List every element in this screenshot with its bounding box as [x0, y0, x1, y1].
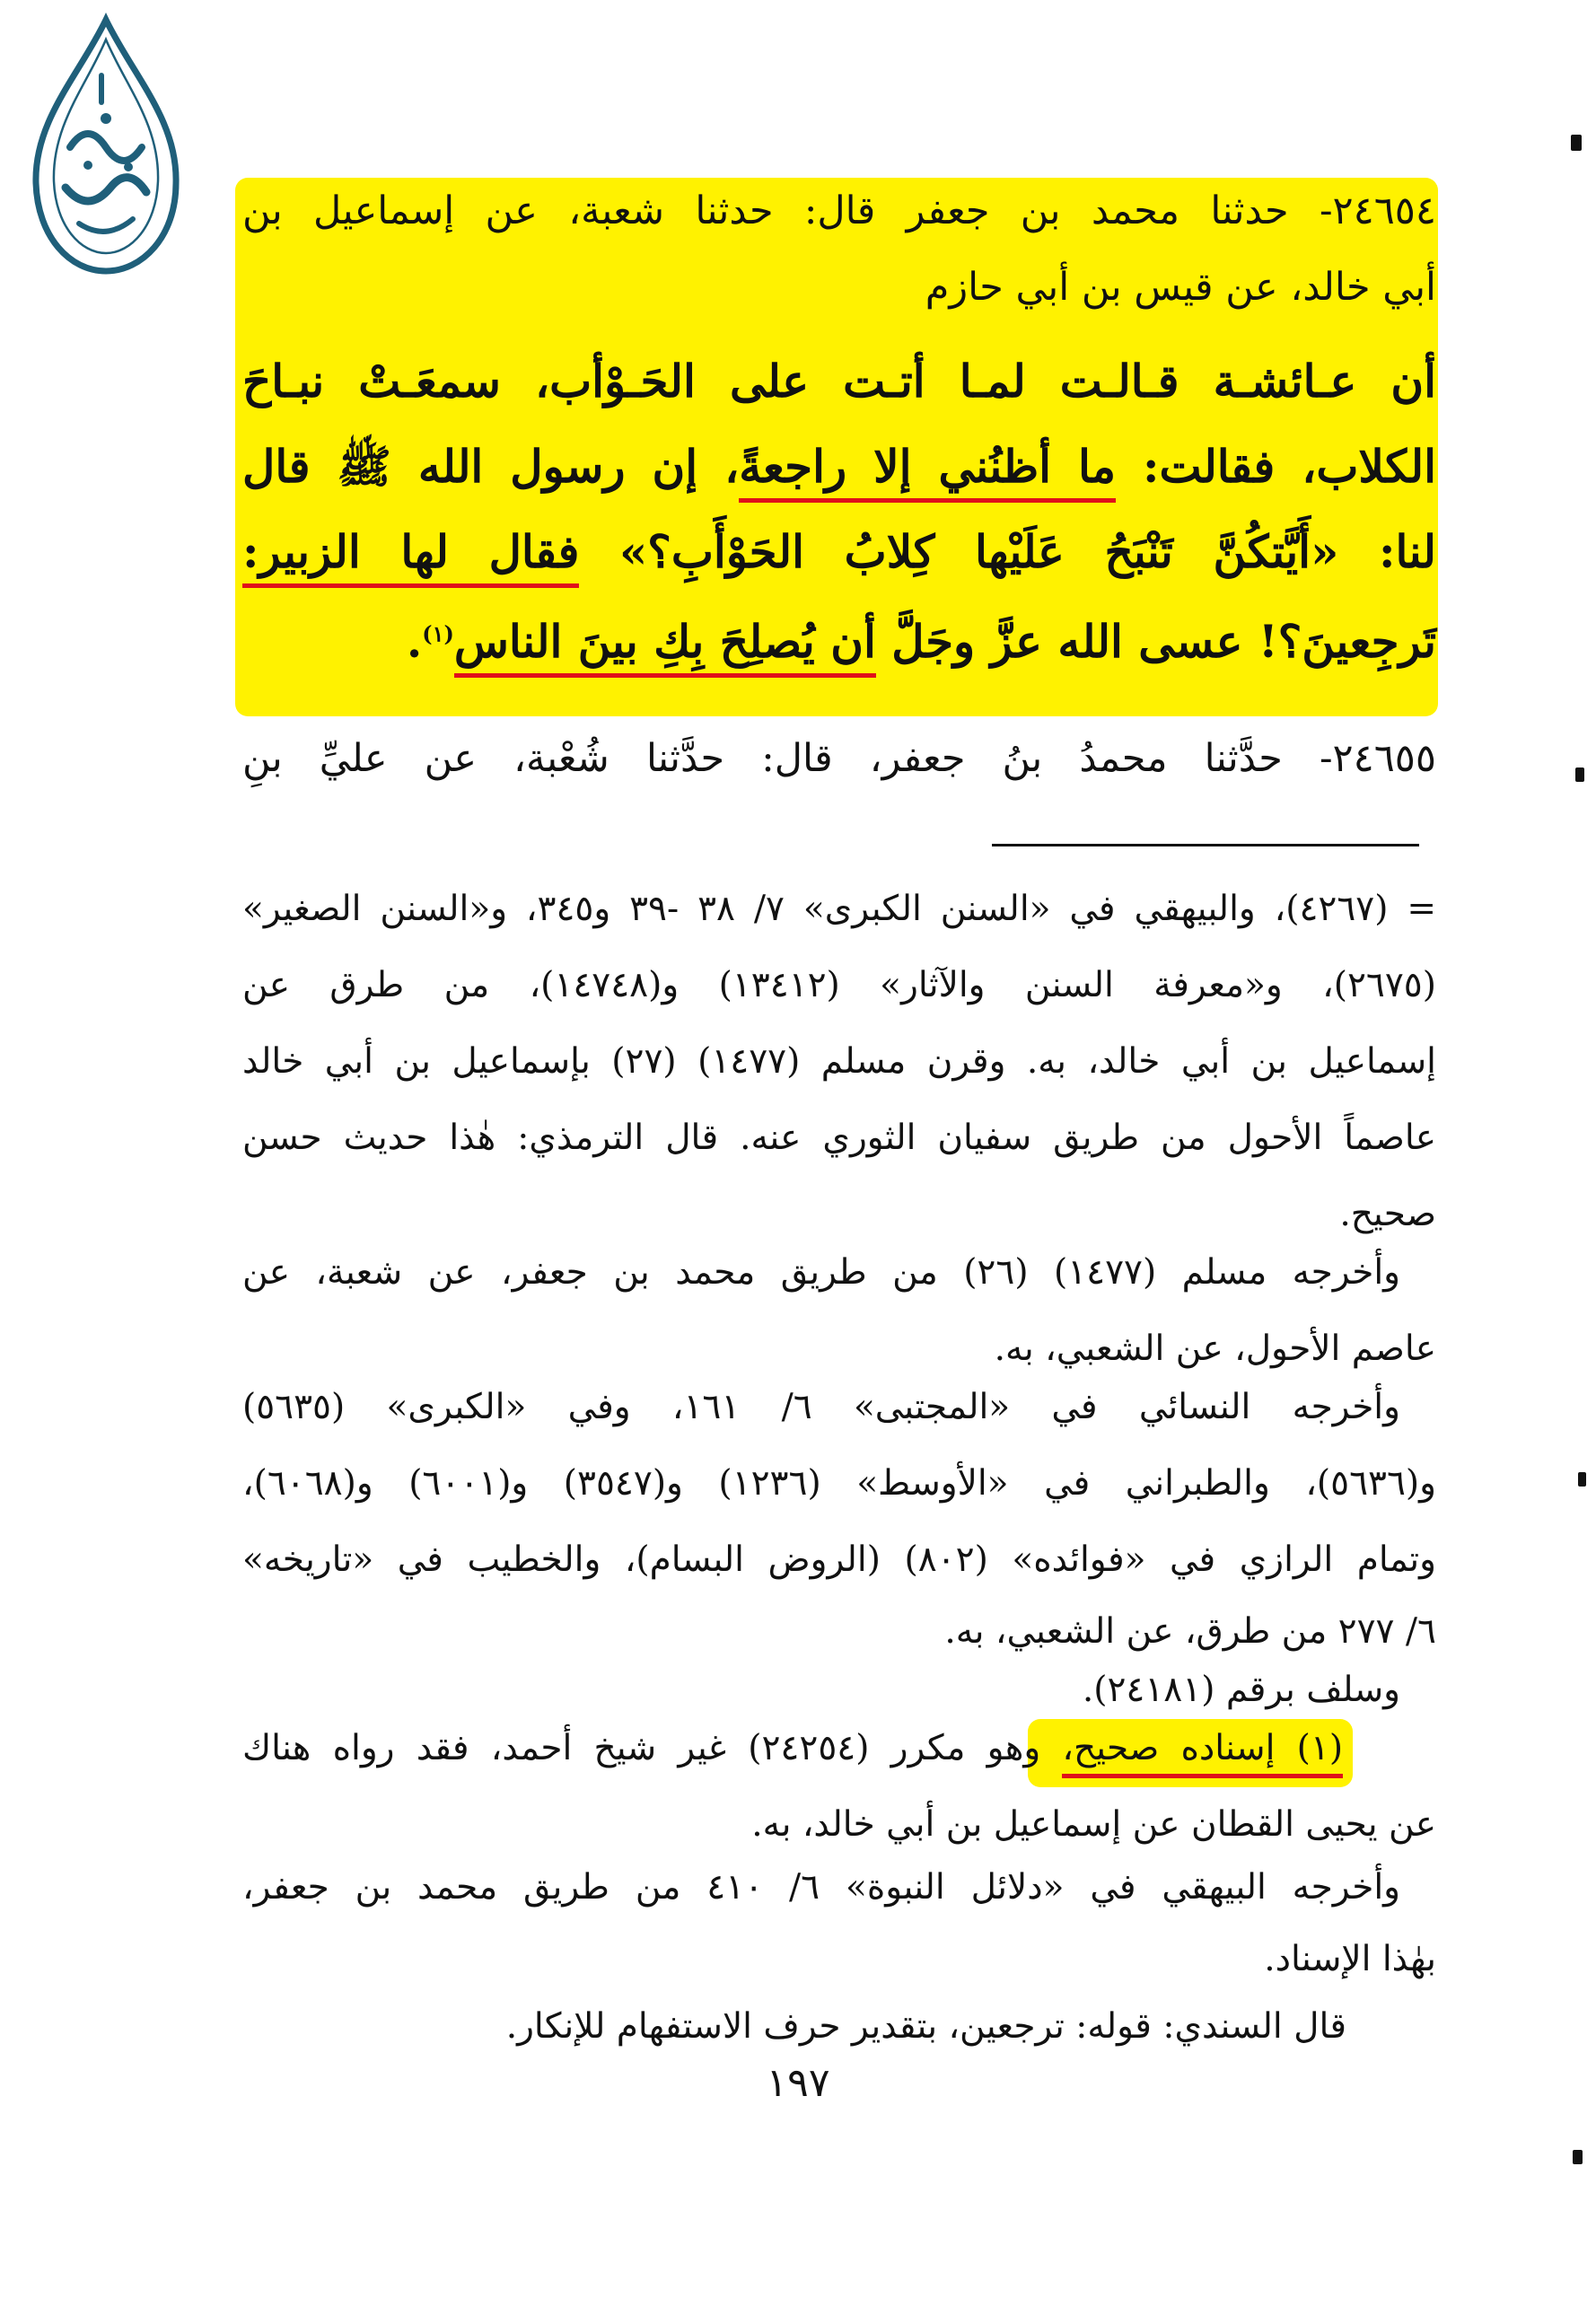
footnote-line: عاصماً الأحول من طريق سفيان الثوري عنه. قال الترمذي: هٰذا حديث حسن	[242, 1118, 1436, 1158]
footnote-line: بهٰذا الإسناد.	[1264, 1939, 1436, 1979]
hadith-matn-line-4	[242, 615, 1436, 668]
footnote-1-line	[242, 1728, 1343, 1768]
footnote-line: وأخرجه النسائي في «المجتبى» ٦/ ١٦١، وفي «الكبرى» (٥٦٣٥)	[242, 1387, 1400, 1427]
hadith-isnad-line-2: أبي خالد، عن قيس بن أبي حازم	[925, 265, 1436, 310]
footnote-line: عاصم الأحول، عن الشعبي، به.	[994, 1329, 1436, 1369]
hadith-matn-line-2	[242, 440, 1436, 504]
footnote-line: صحيح.	[1339, 1194, 1436, 1234]
matn-text: تَرجِعينَ؟! عسى الله عزَّ وجَلَّ	[875, 615, 1436, 668]
watermark-logo-icon	[16, 13, 196, 282]
footnote-line: و(٥٦٣٦)، والطبراني في «الأوسط» (١٢٣٦) و(٣٥٤٧) و(٦٠٠١) و(٦٠٦٨)،	[242, 1463, 1436, 1504]
scan-mark	[1571, 135, 1582, 151]
footnote-1-text: وهو مكرر (٢٤٢٥٤) غير شيخ أحمد، فقد رواه هناك	[242, 1728, 1063, 1768]
hadith-matn-line-3	[242, 525, 1436, 578]
page-number: ١٩٧	[766, 2060, 830, 2106]
footnote-line: إسماعيل بن أبي خالد، به. وقرن مسلم (١٤٧٧) (٢٧) بإسماعيل بن أبي خالد	[242, 1041, 1437, 1082]
hadith-24655-line: ٢٤٦٥٥- حدَّثنا محمدُ بنُ جعفر، قال: حدَّثنا شُعْبة، عن عليِّ بنِ	[242, 736, 1436, 781]
footnote-1-verdict: (١) إسناده صحيح،	[1062, 1728, 1343, 1778]
footnote-line: وتمام الرازي في «فوائده» (٨٠٢) (الروض البسام)، والخطيب في «تاريخه»	[242, 1539, 1436, 1580]
underlined-phrase: فقال لها الزبير:	[242, 525, 579, 588]
scan-mark	[1575, 767, 1584, 782]
footnote-line: عن يحيى القطان عن إسماعيل بن أبي خالد، به.	[751, 1804, 1436, 1845]
scan-mark	[1573, 2150, 1583, 2164]
matn-text: .	[406, 615, 423, 668]
matn-text: ، إن رسول الله ﷺ قال	[242, 440, 740, 493]
matn-text: لنا: «أَيَّتكُنَّ تَنْبَحُ عَلَيْها كِلابُ الحَوْأَبِ؟»	[579, 525, 1436, 578]
footnote-line: = (٤٢٦٧)، والبيهقي في «السنن الكبرى» ٧/ ٣٨ -٣٩ و٣٤٥، و«السنن الصغير»	[242, 889, 1437, 929]
footnote-line: وأخرجه مسلم (١٤٧٧) (٢٦) من طريق محمد بن جعفر، عن شعبة، عن	[242, 1252, 1401, 1293]
footnote-line: (٢٦٧٥)، و«معرفة السنن والآثار» (١٣٤١٢) و(١٤٧٤٨)، من طرق عن	[242, 965, 1436, 1005]
footnote-line: وأخرجه البيهقي في «دلائل النبوة» ٦/ ٤١٠ من طريق محمد بن جعفر،	[242, 1867, 1400, 1908]
footnote-line: قال السندي: قوله: ترجعين، بتقدير حرف الاستفهام للإنكار.	[505, 2006, 1346, 2047]
hadith-isnad-line-1: ٢٤٦٥٤- حدثنا محمد بن جعفر قال: حدثنا شعبة، عن إسماعيل بن	[242, 189, 1436, 233]
footnote-line: وسلف برقم (٢٤١٨١).	[1082, 1670, 1400, 1710]
footnote-line: ٦/ ٢٧٧ من طرق، عن الشعبي، به.	[944, 1611, 1436, 1652]
underlined-phrase: أن يُصلِحَ بِكِ بينَ الناس	[454, 615, 876, 678]
scan-mark	[1578, 1472, 1586, 1487]
underlined-phrase: ما أظنُني إلا راجعةً	[739, 440, 1116, 503]
hadith-matn-line-1: أن عـائشـة قـالـت لمـا أتـت على الحَـوْأب، سمعَـتْ نبـاحَ	[242, 355, 1436, 408]
footnote-separator	[992, 844, 1419, 846]
matn-text: الكلاب، فقالت:	[1116, 440, 1436, 493]
footnote-marker: (١)	[422, 620, 454, 647]
